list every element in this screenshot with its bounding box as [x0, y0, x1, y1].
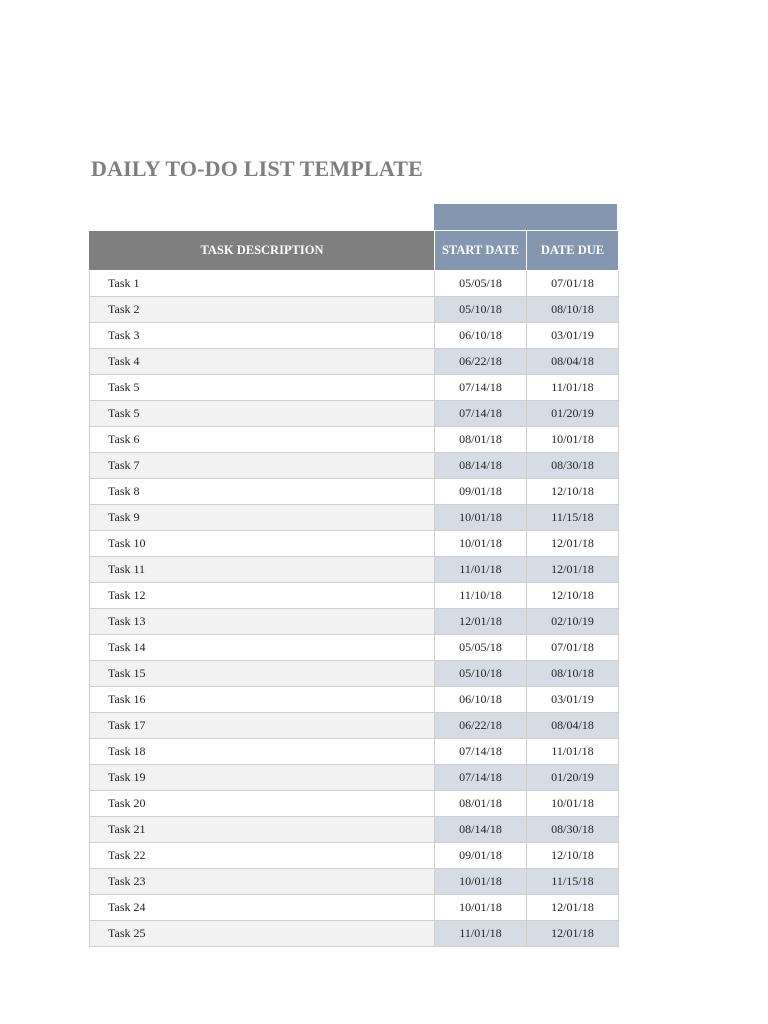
- table-row: [90, 635, 619, 661]
- start-date-cell[interactable]: 10/01/18: [435, 869, 527, 895]
- table-row: [90, 843, 619, 869]
- date-due-cell[interactable]: 12/10/18: [527, 583, 619, 609]
- date-due-cell[interactable]: 01/20/19: [527, 401, 619, 427]
- start-date-cell[interactable]: 06/22/18: [435, 349, 527, 375]
- table-row: [90, 921, 619, 947]
- date-due-cell[interactable]: 12/01/18: [527, 557, 619, 583]
- start-date-cell[interactable]: 05/10/18: [435, 297, 527, 323]
- task-description-cell[interactable]: Task 24: [90, 895, 435, 921]
- date-due-cell[interactable]: 10/01/18: [527, 427, 619, 453]
- start-date-cell[interactable]: 05/05/18: [435, 635, 527, 661]
- table-row: [90, 505, 619, 531]
- header-date-due: DATE DUE: [527, 231, 619, 271]
- table-row: [90, 661, 619, 687]
- task-description-cell[interactable]: Task 25: [90, 921, 435, 947]
- date-due-cell[interactable]: 11/15/18: [527, 869, 619, 895]
- start-date-cell[interactable]: 10/01/18: [435, 505, 527, 531]
- date-due-cell[interactable]: 12/10/18: [527, 479, 619, 505]
- task-description-cell[interactable]: Task 18: [90, 739, 435, 765]
- table-row: [90, 791, 619, 817]
- task-description-cell[interactable]: Task 15: [90, 661, 435, 687]
- task-description-cell[interactable]: Task 3: [90, 323, 435, 349]
- header-band-divider: [617, 210, 618, 220]
- table-row: [90, 713, 619, 739]
- date-due-cell[interactable]: 01/20/19: [527, 765, 619, 791]
- table-row: [90, 765, 619, 791]
- table-row: [90, 869, 619, 895]
- start-date-cell[interactable]: 08/01/18: [435, 791, 527, 817]
- date-due-cell[interactable]: 08/30/18: [527, 817, 619, 843]
- start-date-cell[interactable]: 08/14/18: [435, 453, 527, 479]
- table-row: [90, 583, 619, 609]
- table-row: [90, 453, 619, 479]
- date-due-cell[interactable]: 08/04/18: [527, 349, 619, 375]
- task-description-cell[interactable]: Task 10: [90, 531, 435, 557]
- header-start-date: START DATE: [435, 231, 527, 271]
- date-due-cell[interactable]: 10/01/18: [527, 791, 619, 817]
- start-date-cell[interactable]: 08/01/18: [435, 427, 527, 453]
- task-description-cell[interactable]: Task 12: [90, 583, 435, 609]
- start-date-cell[interactable]: 05/10/18: [435, 661, 527, 687]
- task-description-cell[interactable]: Task 22: [90, 843, 435, 869]
- date-due-cell[interactable]: 08/30/18: [527, 453, 619, 479]
- table-row: [90, 479, 619, 505]
- task-description-cell[interactable]: Task 14: [90, 635, 435, 661]
- date-due-cell[interactable]: 11/15/18: [527, 505, 619, 531]
- table-header-row: [90, 231, 619, 271]
- date-due-cell[interactable]: 03/01/19: [527, 687, 619, 713]
- table-body: [90, 271, 619, 947]
- start-date-cell[interactable]: 12/01/18: [435, 609, 527, 635]
- date-due-cell[interactable]: 07/01/18: [527, 635, 619, 661]
- start-date-cell[interactable]: 11/10/18: [435, 583, 527, 609]
- header-task-description: TASK DESCRIPTION: [90, 231, 435, 271]
- task-description-cell[interactable]: Task 7: [90, 453, 435, 479]
- date-due-cell[interactable]: 12/01/18: [527, 531, 619, 557]
- task-description-cell[interactable]: Task 17: [90, 713, 435, 739]
- task-description-cell[interactable]: Task 11: [90, 557, 435, 583]
- start-date-cell[interactable]: 06/22/18: [435, 713, 527, 739]
- start-date-cell[interactable]: 08/14/18: [435, 817, 527, 843]
- table-row: [90, 895, 619, 921]
- task-description-cell[interactable]: Task 23: [90, 869, 435, 895]
- start-date-cell[interactable]: 10/01/18: [435, 895, 527, 921]
- table-row: [90, 427, 619, 453]
- start-date-cell[interactable]: 09/01/18: [435, 843, 527, 869]
- date-due-cell[interactable]: 12/10/18: [527, 843, 619, 869]
- table-row: [90, 609, 619, 635]
- start-date-cell[interactable]: 11/01/18: [435, 921, 527, 947]
- date-due-cell[interactable]: 03/01/19: [527, 323, 619, 349]
- date-due-cell[interactable]: 02/10/19: [527, 609, 619, 635]
- start-date-cell[interactable]: 11/01/18: [435, 557, 527, 583]
- start-date-cell[interactable]: 07/14/18: [435, 401, 527, 427]
- task-description-cell[interactable]: Task 6: [90, 427, 435, 453]
- task-description-cell[interactable]: Task 16: [90, 687, 435, 713]
- task-description-cell[interactable]: Task 5: [90, 375, 435, 401]
- task-description-cell[interactable]: Task 8: [90, 479, 435, 505]
- table-row: [90, 687, 619, 713]
- date-due-cell[interactable]: 11/01/18: [527, 375, 619, 401]
- task-description-cell[interactable]: Task 2: [90, 297, 435, 323]
- task-description-cell[interactable]: Task 5: [90, 401, 435, 427]
- start-date-cell[interactable]: 10/01/18: [435, 531, 527, 557]
- document-title: DAILY TO-DO LIST TEMPLATE: [91, 156, 424, 181]
- task-description-cell[interactable]: Task 9: [90, 505, 435, 531]
- table-row: [90, 297, 619, 323]
- start-date-cell[interactable]: 06/10/18: [435, 323, 527, 349]
- table-row: [90, 531, 619, 557]
- task-description-cell[interactable]: Task 4: [90, 349, 435, 375]
- table-row: [90, 375, 619, 401]
- table-row: [90, 401, 619, 427]
- date-due-cell[interactable]: 08/10/18: [527, 297, 619, 323]
- table-row: [90, 739, 619, 765]
- table-row: [90, 817, 619, 843]
- date-due-cell[interactable]: 12/01/18: [527, 921, 619, 947]
- table-row: [90, 271, 619, 297]
- table-row: [90, 323, 619, 349]
- task-description-cell[interactable]: Task 21: [90, 817, 435, 843]
- start-date-cell[interactable]: 05/05/18: [435, 271, 527, 297]
- date-due-cell[interactable]: 11/01/18: [527, 739, 619, 765]
- table-row: [90, 349, 619, 375]
- table-row: [90, 557, 619, 583]
- date-due-cell[interactable]: 08/10/18: [527, 661, 619, 687]
- task-description-cell[interactable]: Task 20: [90, 791, 435, 817]
- date-due-cell[interactable]: 12/01/18: [527, 895, 619, 921]
- date-due-cell[interactable]: 07/01/18: [527, 271, 619, 297]
- task-description-cell[interactable]: Task 19: [90, 765, 435, 791]
- start-date-cell[interactable]: 09/01/18: [435, 479, 527, 505]
- start-date-cell[interactable]: 07/14/18: [435, 375, 527, 401]
- date-due-cell[interactable]: 08/04/18: [527, 713, 619, 739]
- start-date-cell[interactable]: 06/10/18: [435, 687, 527, 713]
- task-description-cell[interactable]: Task 1: [90, 271, 435, 297]
- start-date-cell[interactable]: 07/14/18: [435, 765, 527, 791]
- header-band: [434, 204, 617, 230]
- todo-table: [89, 230, 619, 947]
- task-description-cell[interactable]: Task 13: [90, 609, 435, 635]
- start-date-cell[interactable]: 07/14/18: [435, 739, 527, 765]
